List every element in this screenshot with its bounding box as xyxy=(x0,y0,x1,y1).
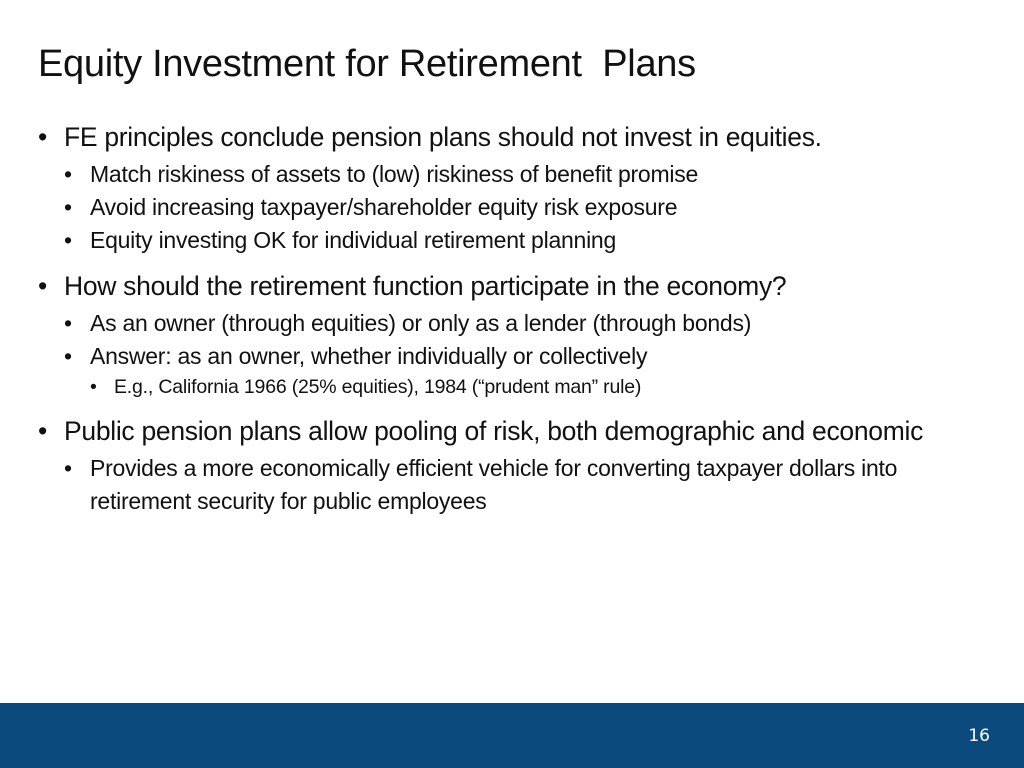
bullet-dot-icon: • xyxy=(64,343,72,369)
footer-bar xyxy=(0,703,1024,768)
bullet-dot-icon: • xyxy=(64,194,72,220)
bullet-text: Public pension plans allow pooling of risk, both demographic and economic xyxy=(64,416,924,446)
bullet-text: FE principles conclude pension plans should not invest in equities. xyxy=(64,122,822,152)
sub-bullet-text: Match riskiness of assets to (low) riskiness of benefit promise xyxy=(90,161,699,187)
slide-content xyxy=(38,118,988,518)
bullet-retirement-function xyxy=(38,267,988,305)
sub-bullet-text: Provides a more economically efficient vehicle for converting taxpayer dollars into retirement security for public employees xyxy=(90,455,898,514)
bullet-dot-icon: • xyxy=(38,122,47,152)
bullet-text: How should the retirement function participate in the economy? xyxy=(64,271,787,301)
bullet-dot-icon: • xyxy=(38,416,47,446)
sub-sub-bullet-california xyxy=(38,373,988,402)
bullet-dot-icon: • xyxy=(90,376,97,398)
sub-bullet-equity-investing-ok xyxy=(38,224,988,257)
sub-bullet-answer xyxy=(38,340,988,373)
bullet-public-pension-plans xyxy=(38,412,988,450)
page-number: 16 xyxy=(968,726,990,746)
bullet-dot-icon: • xyxy=(64,455,72,481)
bullet-dot-icon: • xyxy=(64,161,72,187)
sub-bullet-avoid-increasing xyxy=(38,191,988,224)
sub-bullet-efficient-vehicle xyxy=(38,452,988,518)
sub-bullet-text: Answer: as an owner, whether individually or collectively xyxy=(90,343,648,369)
bullet-dot-icon: • xyxy=(64,310,72,336)
bullet-dot-icon: • xyxy=(64,227,72,253)
bullet-dot-icon: • xyxy=(38,271,47,301)
sub-bullet-text: As an owner (through equities) or only as a lender (through bonds) xyxy=(90,310,752,336)
bullet-fe-principles xyxy=(38,118,988,156)
sub-bullet-text: Equity investing OK for individual retirement planning xyxy=(90,227,617,253)
sub-bullet-match-riskiness xyxy=(38,158,988,191)
sub-bullet-as-an-owner xyxy=(38,307,988,340)
sub-sub-bullet-text: E.g., California 1966 (25% equities), 1984 (“prudent man” rule) xyxy=(114,376,642,398)
slide-title: Equity Investment for Retirement Plans xyxy=(38,43,696,85)
sub-bullet-text: Avoid increasing taxpayer/shareholder equity risk exposure xyxy=(90,194,678,220)
